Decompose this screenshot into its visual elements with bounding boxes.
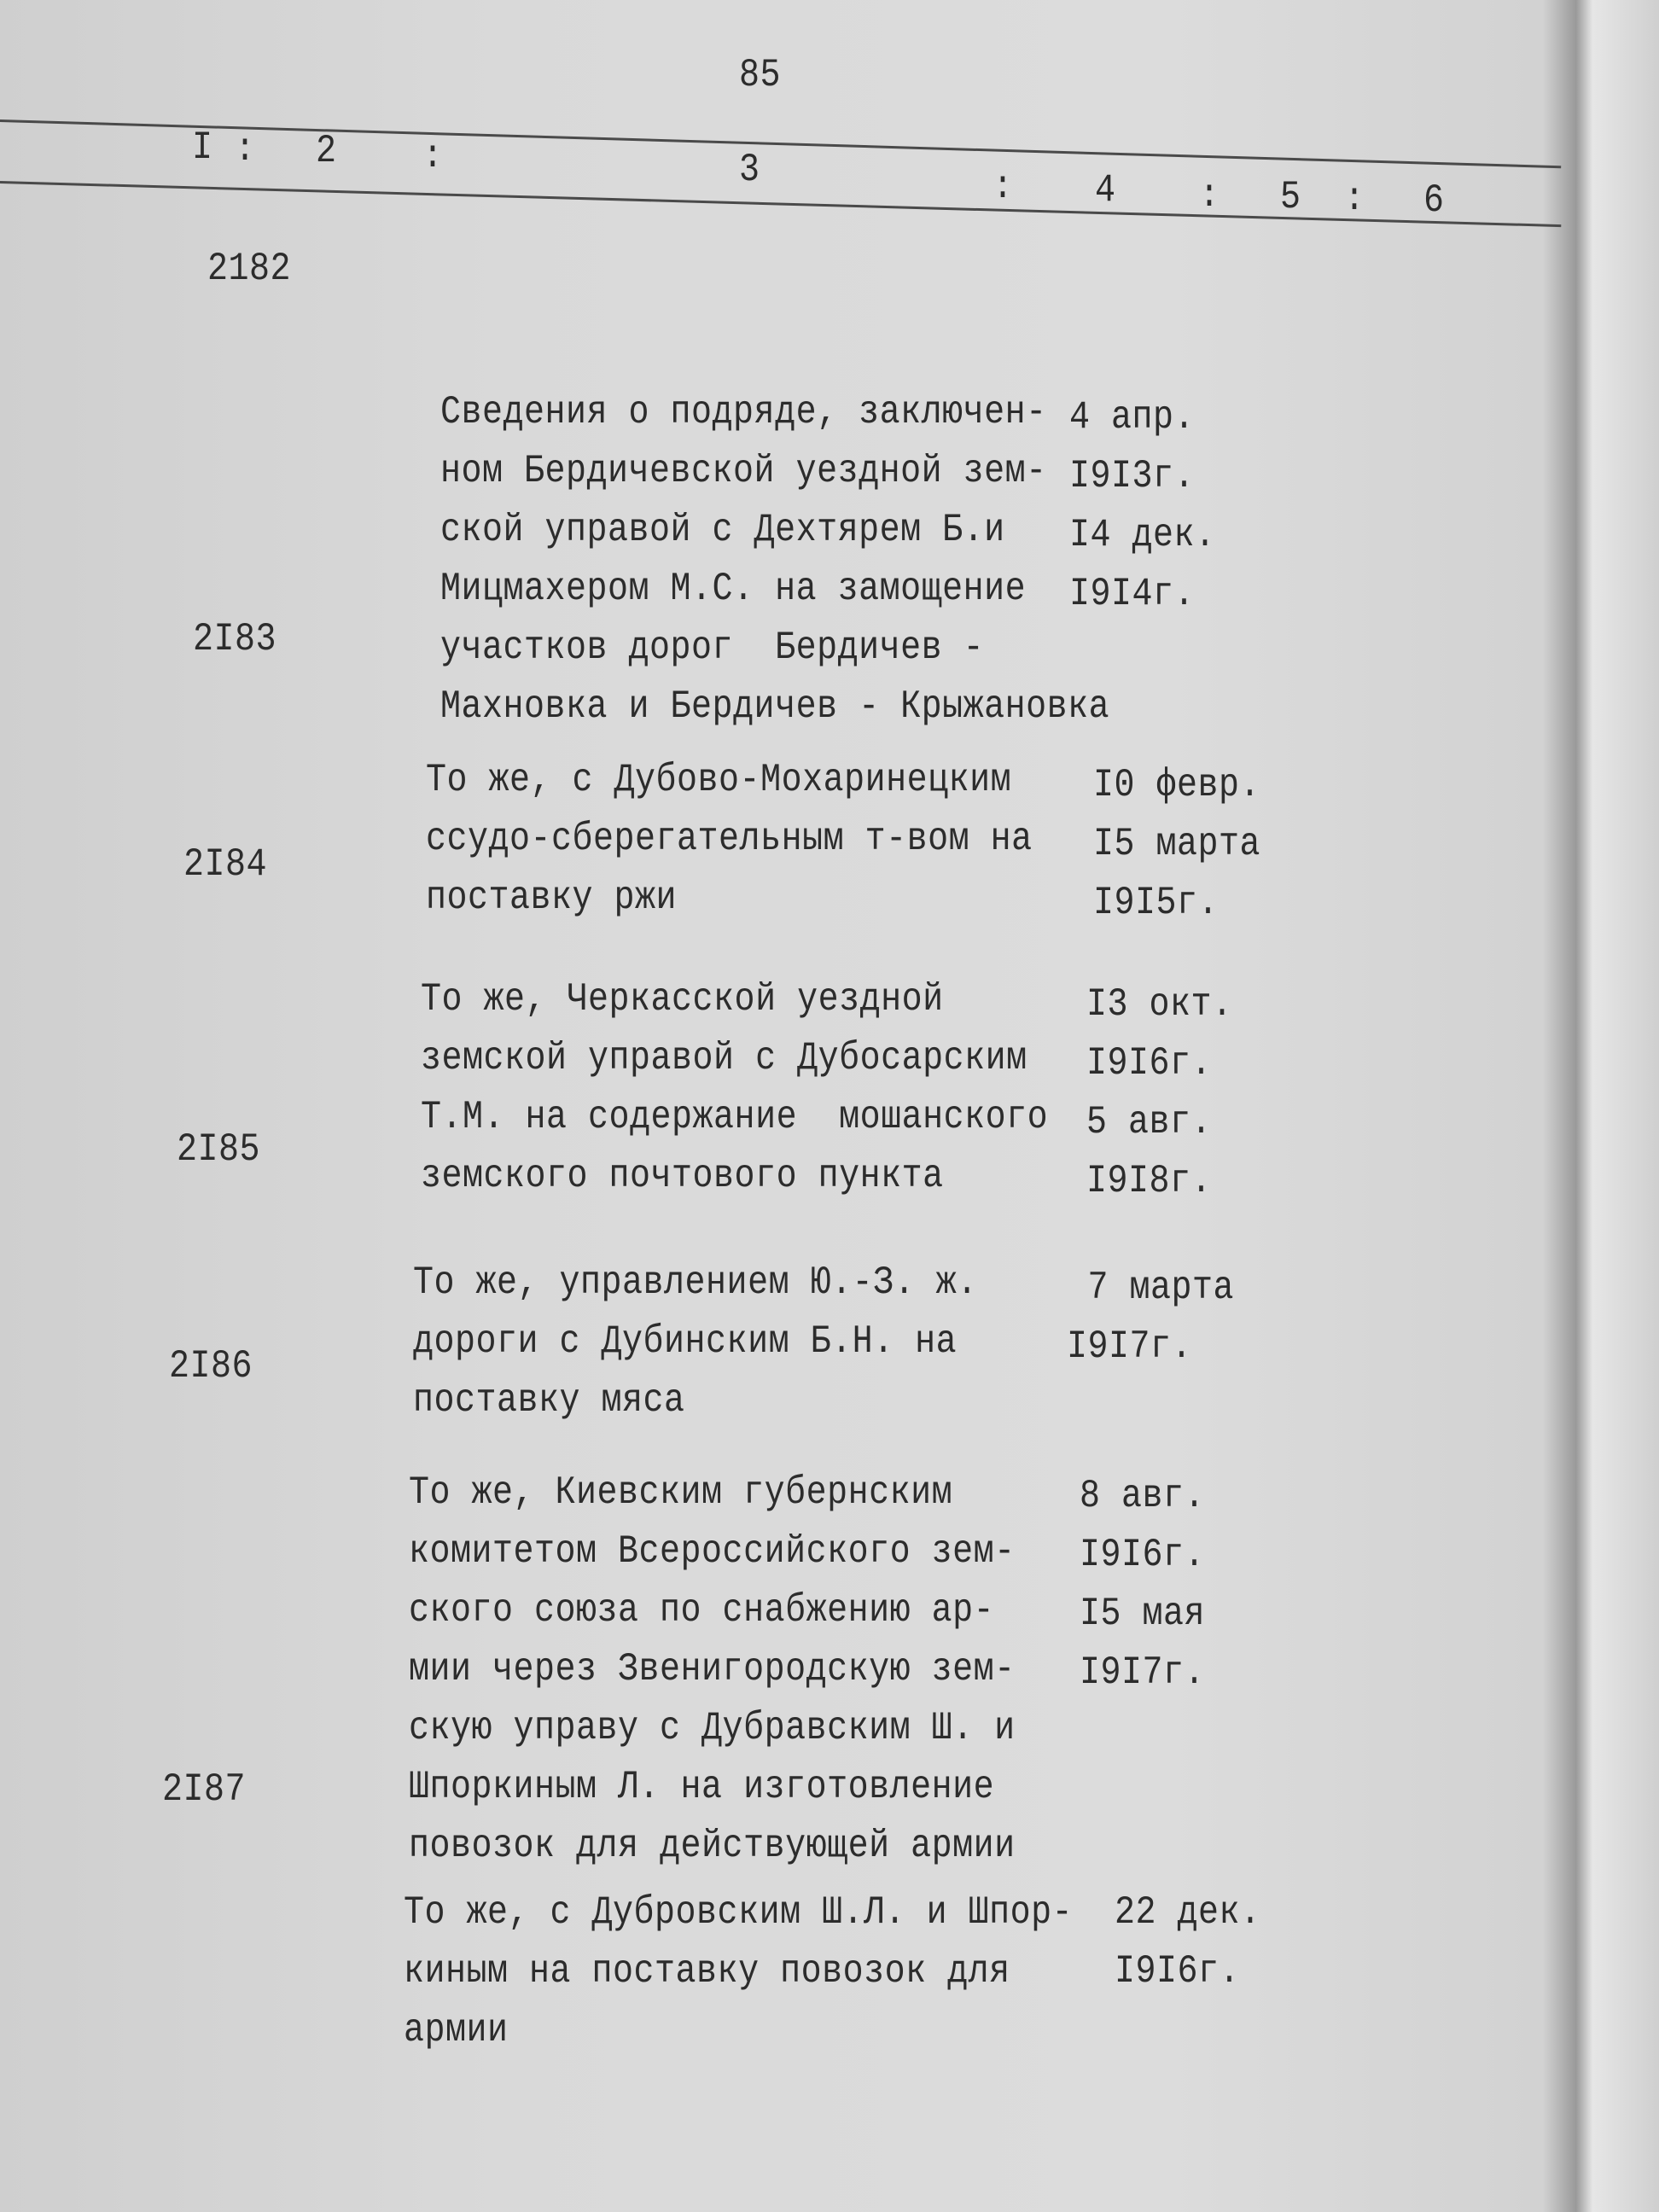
column-label-2: 2: [316, 130, 337, 174]
entry-dates: 7 марта I9I7г.: [1067, 1266, 1235, 1370]
column-label-6: 6: [1423, 179, 1445, 224]
entry-dates: 4 апр. I9I3г. I4 дек. I9I4г.: [1069, 396, 1216, 617]
entry-number: 2I85: [177, 1128, 261, 1173]
entry-number: 2I87: [162, 1768, 247, 1813]
entry-description: То же, Черкасской уездной земской управой с Дубосарским Т.М. на содержание мошанского земского почтового пункта: [421, 978, 1049, 1199]
entry-dates: 8 авг. I9I6г. I5 мая I9I7г.: [1080, 1475, 1206, 1696]
column-separator: :: [992, 166, 1014, 210]
column-separator: :: [235, 128, 256, 172]
entry-number: 2I83: [193, 618, 277, 662]
column-label-4: 4: [1095, 169, 1116, 213]
entry-number: 2182: [207, 247, 292, 292]
column-label-1: I: [192, 126, 213, 171]
header-bottom-rule: [0, 181, 1561, 227]
column-separator: :: [422, 135, 444, 179]
entry-dates: I3 окт. I9I6г. 5 авг. I9I8г.: [1086, 983, 1233, 1204]
column-separator: :: [1199, 174, 1220, 218]
entry-description: То же, с Дубровским Ш.Л. и Шпор- киным на поставку повозок для армии: [404, 1891, 1074, 2053]
entry-dates: I0 февр. I5 марта I9I5г.: [1093, 764, 1261, 926]
entry-description: То же, управлением Ю.-З. ж. дороги с Дубинским Б.Н. на поставку мяса: [413, 1261, 978, 1423]
column-label-3: 3: [739, 148, 760, 193]
entry-number: 2I84: [183, 843, 268, 888]
page-number: 85: [739, 54, 782, 98]
entry-description: То же, с Дубово-Мохаринецким ссудо-сберегательным т-вом на поставку ржи: [426, 759, 1033, 921]
entry-description: Сведения о подряде, заключен- ном Бердичевской уездной зем- ской управой с Дехтярем Б.и Мицмахером М.С. на замощение участков дорог Бердичев - Махновка и Бердичев - Крыжановка: [440, 391, 1110, 730]
entry-number: 2I86: [169, 1345, 253, 1389]
entry-dates: 22 дек. I9I6г.: [1115, 1891, 1261, 1994]
column-label-5: 5: [1280, 176, 1301, 220]
column-separator: :: [1344, 178, 1365, 222]
entry-description: То же, Киевским губернским комитетом Всероссийского зем- ского союза по снабжению ар- мии через Звенигородскую зем- скую управу с Дубравским Ш. и Шпоркиным Л. на изготовление повозок для действующей армии: [409, 1471, 1016, 1869]
